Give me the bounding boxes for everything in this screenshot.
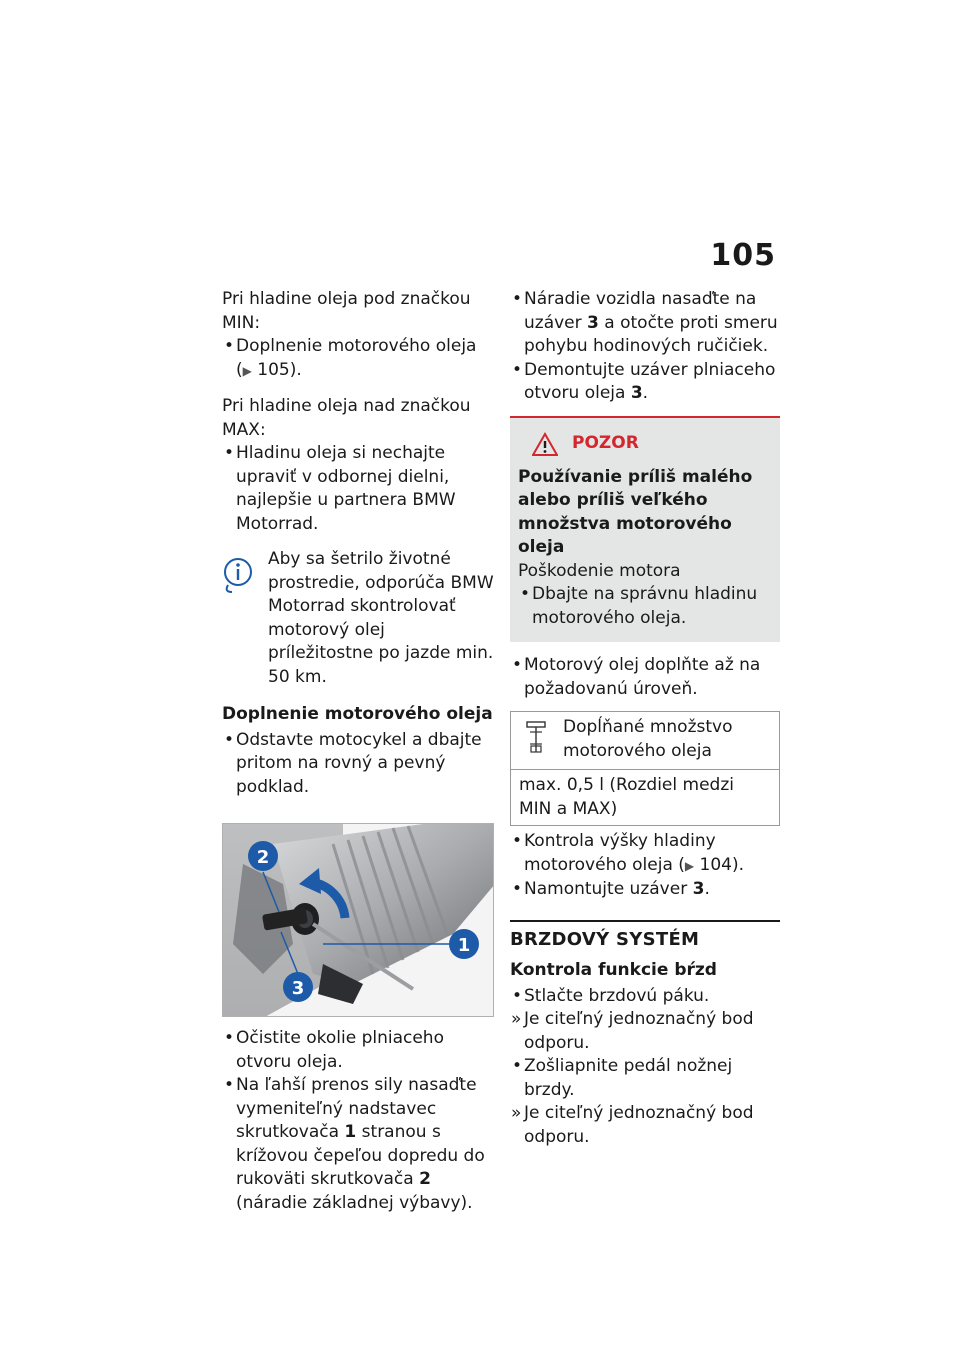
bullet-text: Kontrola výšky hladiny motorového oleja (	[524, 831, 716, 875]
bullet-text: Stlačte brzdovú páku.	[524, 985, 710, 1006]
paragraph-max: Pri hladine oleja nad značkou MAX:	[222, 396, 471, 440]
engine-figure	[222, 823, 494, 1017]
list-item-tool	[510, 288, 780, 359]
right-column	[510, 288, 780, 1149]
result-text: Je citeľný jednoznačný bod odporu.	[524, 1103, 754, 1147]
bullet-text: Doplnenie motorového oleja (	[236, 336, 477, 380]
ref-number: 1	[344, 1122, 357, 1142]
bullet-text: Motorový olej doplňte až na požadovanú úroveň.	[524, 655, 761, 699]
section-title-brakes: BRZDOVÝ SYSTÉM	[510, 928, 700, 950]
bullet-text: Namontujte uzáver	[524, 879, 693, 899]
page-number: 105	[710, 238, 776, 273]
svg-text:1: 1	[457, 935, 471, 956]
paragraph-min: Pri hladine oleja pod značkou MIN:	[222, 289, 471, 333]
bullet-text: .	[642, 383, 649, 403]
callout-2	[248, 841, 278, 871]
warning-header	[518, 432, 770, 456]
list-item-park	[222, 729, 494, 800]
bullet-text: stranou s krížovou čepeľou dopredu do rukoväti skrutkovača	[236, 1122, 485, 1189]
list-item-check-level	[510, 830, 780, 878]
bullet-text: Dbajte na správnu hladinu motorového oleja.	[532, 584, 758, 628]
bullet-text: .	[704, 879, 710, 899]
spec-value: max. 0,5 l (Rozdiel medzi MIN a MAX)	[519, 775, 734, 819]
bullet-text: Náradie vozidla nasaďte na uzáver	[524, 289, 757, 333]
list-item-clean	[222, 1027, 494, 1074]
section-heading-refill: Doplnenie motorového oleja	[222, 704, 493, 724]
warning-bullet	[518, 583, 770, 630]
list-item-remove-cap	[510, 359, 780, 406]
page-ref-arrow-icon: ▶︎	[242, 363, 252, 378]
result-item	[510, 1008, 780, 1055]
oil-dipstick-icon	[525, 720, 547, 754]
bullet-text: Na ľahší prenos sily nasaďte vymeniteľný nadstavec skrutkovača	[236, 1075, 477, 1142]
page-reference[interactable]: 105).	[257, 359, 302, 380]
info-text: Aby sa šetrilo životné prostredie, odporúča BMW Motorrad skontrolovať motorový olej príležitostne po jazde min. 50 km.	[268, 549, 494, 687]
sub-heading-brake-check: Kontrola funkcie bŕzd	[510, 960, 717, 980]
spec-label-row	[511, 712, 779, 770]
page-ref-arrow-icon: ▶︎	[684, 858, 695, 873]
callout-3	[283, 972, 313, 1002]
svg-text:3: 3	[291, 978, 305, 999]
list-item-refill	[222, 335, 494, 383]
spec-label: Dopĺňané množstvo motorového oleja	[563, 717, 733, 761]
spec-value-row	[511, 770, 779, 825]
ref-number: 2	[419, 1169, 431, 1189]
list-item-workshop	[222, 442, 494, 536]
list-item-screwdriver	[222, 1074, 494, 1215]
bullet-text: (náradie základnej výbavy).	[236, 1192, 473, 1213]
bullet-text: Hladinu oleja si nechajte upraviť v odbornej dielni, najlepšie u partnera BMW Motorrad.	[236, 443, 456, 534]
page-reference[interactable]: 104).	[699, 854, 745, 875]
warning-label: POZOR	[572, 432, 639, 453]
list-item-brake-lever	[510, 985, 780, 1009]
result-item	[510, 1102, 780, 1149]
warning-triangle-icon	[532, 432, 558, 456]
spec-table	[510, 711, 780, 826]
ref-number: 3	[630, 383, 643, 403]
bullet-text: a otočte proti smeru pohybu hodinových ručičiek.	[524, 312, 778, 356]
svg-text:2: 2	[256, 847, 270, 868]
ref-number: 3	[587, 312, 599, 333]
bullet-text: Demontujte uzáver plniaceho otvoru oleja	[524, 359, 776, 403]
info-note	[222, 548, 494, 689]
engine-illustration	[223, 824, 494, 1017]
bullet-text: Očistite okolie plniaceho otvoru oleja.	[236, 1028, 444, 1072]
bullet-text: Odstavte motocykel a dbajte pritom na rovný a pevný podklad.	[236, 729, 482, 797]
info-icon	[222, 554, 258, 594]
callout-1	[449, 929, 479, 959]
section-divider	[510, 920, 780, 922]
list-item-install-cap	[510, 878, 780, 902]
left-column	[222, 288, 494, 1215]
warning-title: Používanie príliš malého alebo príliš veľkého množstva motorového oleja	[518, 466, 753, 557]
bullet-text: Zošliapnite pedál nožnej brzdy.	[524, 1056, 733, 1100]
warning-subtitle: Poškodenie motora	[518, 560, 681, 581]
list-item-brake-pedal	[510, 1055, 780, 1102]
warning-box	[510, 416, 780, 643]
result-text: Je citeľný jednoznačný bod odporu.	[524, 1009, 754, 1053]
list-item-fill	[510, 654, 780, 701]
ref-number: 3	[692, 879, 705, 899]
